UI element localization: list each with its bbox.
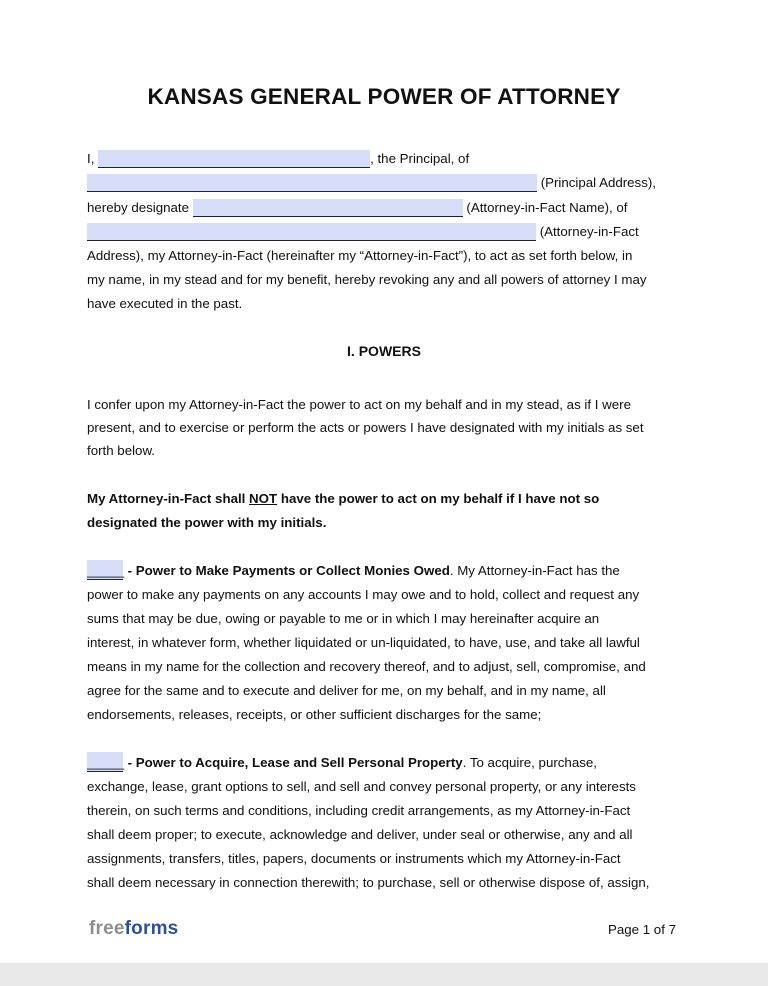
- attorney-name-label: (Attorney-in-Fact Name), of: [462, 200, 628, 215]
- notice-line-1: [87, 490, 599, 508]
- power1-line-4: interest, in whatever form, whether liquidated or un-liquidated, to have, use, and take all lawful: [87, 635, 640, 650]
- freeforms-logo: [89, 918, 178, 940]
- notice-text-b: have the power to act on my behalf if I have not so: [277, 491, 600, 506]
- logo-free-text: free: [89, 918, 125, 939]
- section-heading: I. POWERS: [347, 343, 421, 359]
- intro-line-2: [87, 174, 656, 192]
- power2-line-3: therein, on such terms and conditions, including credit arrangements, as my Attorney-in-Fact: [87, 803, 631, 818]
- confer-line-3: forth below.: [87, 443, 156, 458]
- power1-line-6: agree for the same and to execute and deliver for me, on my behalf, and in my name, all: [87, 683, 606, 698]
- logo-forms-text: forms: [124, 918, 179, 939]
- power1-line-7: endorsements, releases, receipts, or other sufficient discharges for the same;: [87, 707, 542, 722]
- power2-line-1: [87, 754, 597, 772]
- power2-line-5: assignments, transfers, titles, papers, documents or instruments which my Attorney-in-Fact: [87, 851, 621, 866]
- power2-line-4: shall deem proper; to execute, acknowledge and deliver, under seal or otherwise, any and all: [87, 827, 633, 842]
- power2-initial-box[interactable]: [87, 754, 124, 772]
- intro-principal-suffix: , the Principal, of: [370, 151, 470, 166]
- document-title: KANSAS GENERAL POWER OF ATTORNEY: [147, 84, 621, 109]
- power1-initial-box[interactable]: [87, 562, 124, 580]
- power1-initial-blank: _____: [87, 563, 124, 578]
- power2-title: - Power to Acquire, Lease and Sell Personal Property: [123, 755, 463, 770]
- power1-title: - Power to Make Payments or Collect Monies Owed: [123, 563, 450, 578]
- intro-line-6: my name, in my stead and for my benefit, hereby revoking any and all powers of attorney I may: [87, 272, 647, 287]
- power1-line-1: [87, 562, 620, 580]
- notice-line-2: designated the power with my initials.: [87, 515, 327, 530]
- intro-line-4: [87, 223, 639, 241]
- intro-prefix: I,: [87, 151, 99, 166]
- principal-name-field[interactable]: [98, 150, 370, 168]
- intro-line-1: [87, 150, 469, 168]
- designate-prefix: hereby designate: [87, 200, 193, 215]
- intro-line-3: [87, 199, 628, 217]
- attorney-name-field[interactable]: [193, 199, 463, 217]
- power2-line-6: shall deem necessary in connection therewith; to purchase, sell or otherwise dispose of, assign,: [87, 875, 650, 890]
- power2-line-2: exchange, lease, grant options to sell, and sell and convey personal property, or any interests: [87, 779, 636, 794]
- power1-line-2: power to make any payments on any accounts I may owe and to hold, collect and request any: [87, 587, 640, 602]
- page-number: Page 1 of 7: [607, 922, 676, 937]
- confer-line-2: present, and to exercise or perform the acts or powers I have designated with my initials as set: [87, 420, 644, 435]
- principal-address-label: (Principal Address),: [537, 175, 656, 190]
- power2-first-rest: . To acquire, purchase,: [462, 755, 597, 770]
- intro-line-5: Address), my Attorney-in-Fact (hereinafter my “Attorney-in-Fact”), to act as set forth below, in: [87, 248, 633, 263]
- power1-first-rest: . My Attorney-in-Fact has the: [449, 563, 620, 578]
- principal-address-field[interactable]: [87, 174, 537, 192]
- notice-text-a: My Attorney-in-Fact shall: [87, 491, 250, 506]
- notice-not: NOT: [249, 491, 278, 506]
- intro-line-7: have executed in the past.: [87, 296, 243, 311]
- attorney-address-label: (Attorney-in-Fact: [536, 224, 639, 239]
- power1-line-3: sums that may be due, owing or payable to me or in which I may hereinafter acquire an: [87, 611, 600, 626]
- power1-line-5: means in my name for the collection and recovery thereof, and to adjust, sell, compromise, and: [87, 659, 646, 674]
- attorney-address-field[interactable]: [87, 223, 536, 241]
- power2-initial-blank: _____: [87, 755, 124, 770]
- confer-line-1: I confer upon my Attorney-in-Fact the power to act on my behalf and in my stead, as if I were: [87, 397, 631, 412]
